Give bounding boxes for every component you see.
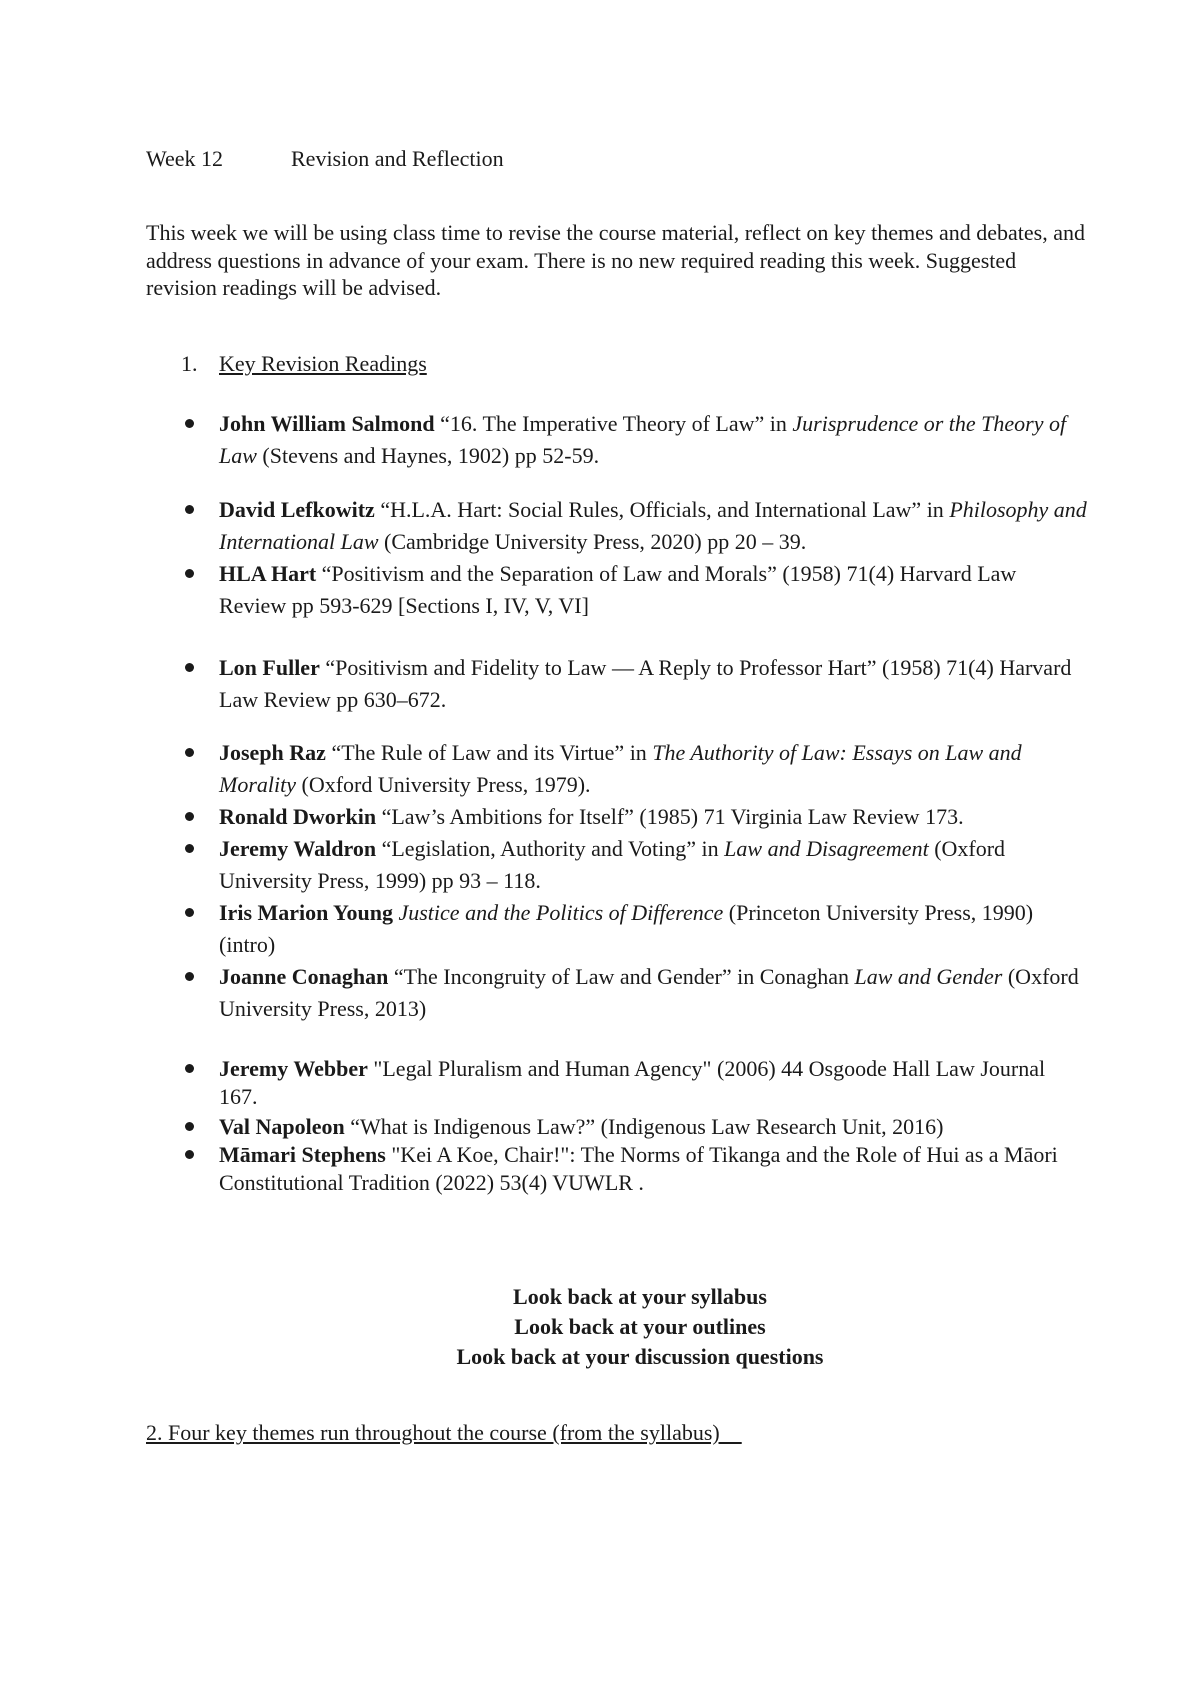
reminder-syllabus: Look back at your syllabus bbox=[513, 1284, 767, 1309]
bullet-icon bbox=[185, 1064, 194, 1073]
week-title: Revision and Reflection bbox=[291, 146, 504, 171]
reading-item: Jeremy Waldron “Legislation, Authority and Voting” in Law and Disagreement (Oxford University Press, 1999) pp 93 – 118. bbox=[219, 833, 1089, 897]
bullet-icon bbox=[185, 1150, 194, 1159]
reading-item: Iris Marion Young Justice and the Politics of Difference (Princeton University Press, 1990) (intro) bbox=[219, 897, 1089, 961]
reading-item: David Lefkowitz “H.L.A. Hart: Social Rules, Officials, and International Law” in Philosophy and International Law (Cambridge University Press, 2020) pp 20 – 39. bbox=[219, 494, 1089, 558]
bullet-icon bbox=[185, 505, 194, 514]
reminder-discussion: Look back at your discussion questions bbox=[456, 1344, 824, 1369]
bullet-icon bbox=[185, 419, 194, 428]
intro-paragraph: This week we will be using class time to revise the course material, reflect on key themes and debates, and address questions in advance of your exam. There is no new required reading this week. Suggested revision readings will be advised. bbox=[146, 220, 1085, 300]
section-1-heading bbox=[181, 351, 427, 377]
section-1-title: Key Revision Readings bbox=[219, 351, 427, 376]
reading-item: Jeremy Webber "Legal Pluralism and Human Agency" (2006) 44 Osgoode Hall Law Journal 167. bbox=[219, 1055, 1089, 1110]
week-heading bbox=[146, 146, 504, 172]
reminder-outlines: Look back at your outlines bbox=[514, 1314, 766, 1339]
bullet-icon bbox=[185, 748, 194, 757]
bullet-icon bbox=[185, 812, 194, 821]
reading-item: Māmari Stephens "Kei A Koe, Chair!": The Norms of Tikanga and the Role of Hui as a Māori Constitutional Tradition (2022) 53(4) VUWLR . bbox=[219, 1141, 1089, 1196]
reading-item: Lon Fuller “Positivism and Fidelity to Law — A Reply to Professor Hart” (1958) 71(4) Harvard Law Review pp 630–672. bbox=[219, 652, 1089, 716]
closing-reminders bbox=[0, 1282, 1200, 1372]
reading-item: Joseph Raz “The Rule of Law and its Virtue” in The Authority of Law: Essays on Law and Morality (Oxford University Press, 1979). bbox=[219, 737, 1089, 801]
reading-item: John William Salmond “16. The Imperative Theory of Law” in Jurisprudence or the Theory of Law (Stevens and Haynes, 1902) pp 52-59. bbox=[219, 408, 1089, 472]
reading-item: HLA Hart “Positivism and the Separation of Law and Morals” (1958) 71(4) Harvard Law Review pp 593-629 [Sections I, IV, V, VI] bbox=[219, 558, 1089, 622]
bullet-icon bbox=[185, 908, 194, 917]
bullet-icon bbox=[185, 663, 194, 672]
reading-item: Ronald Dworkin “Law’s Ambitions for Itself” (1985) 71 Virginia Law Review 173. bbox=[219, 801, 1089, 833]
section-2-heading: 2. Four key themes run throughout the course (from the syllabus) bbox=[146, 1420, 742, 1445]
reading-item: Joanne Conaghan “The Incongruity of Law and Gender” in Conaghan Law and Gender (Oxford University Press, 2013) bbox=[219, 961, 1089, 1025]
bullet-icon bbox=[185, 569, 194, 578]
week-label: Week 12 bbox=[146, 146, 224, 171]
section-1-number: 1. bbox=[181, 351, 198, 376]
bullet-icon bbox=[185, 1122, 194, 1131]
bullet-icon bbox=[185, 972, 194, 981]
reading-item: Val Napoleon “What is Indigenous Law?” (Indigenous Law Research Unit, 2016) bbox=[219, 1113, 1089, 1141]
bullet-icon bbox=[185, 844, 194, 853]
